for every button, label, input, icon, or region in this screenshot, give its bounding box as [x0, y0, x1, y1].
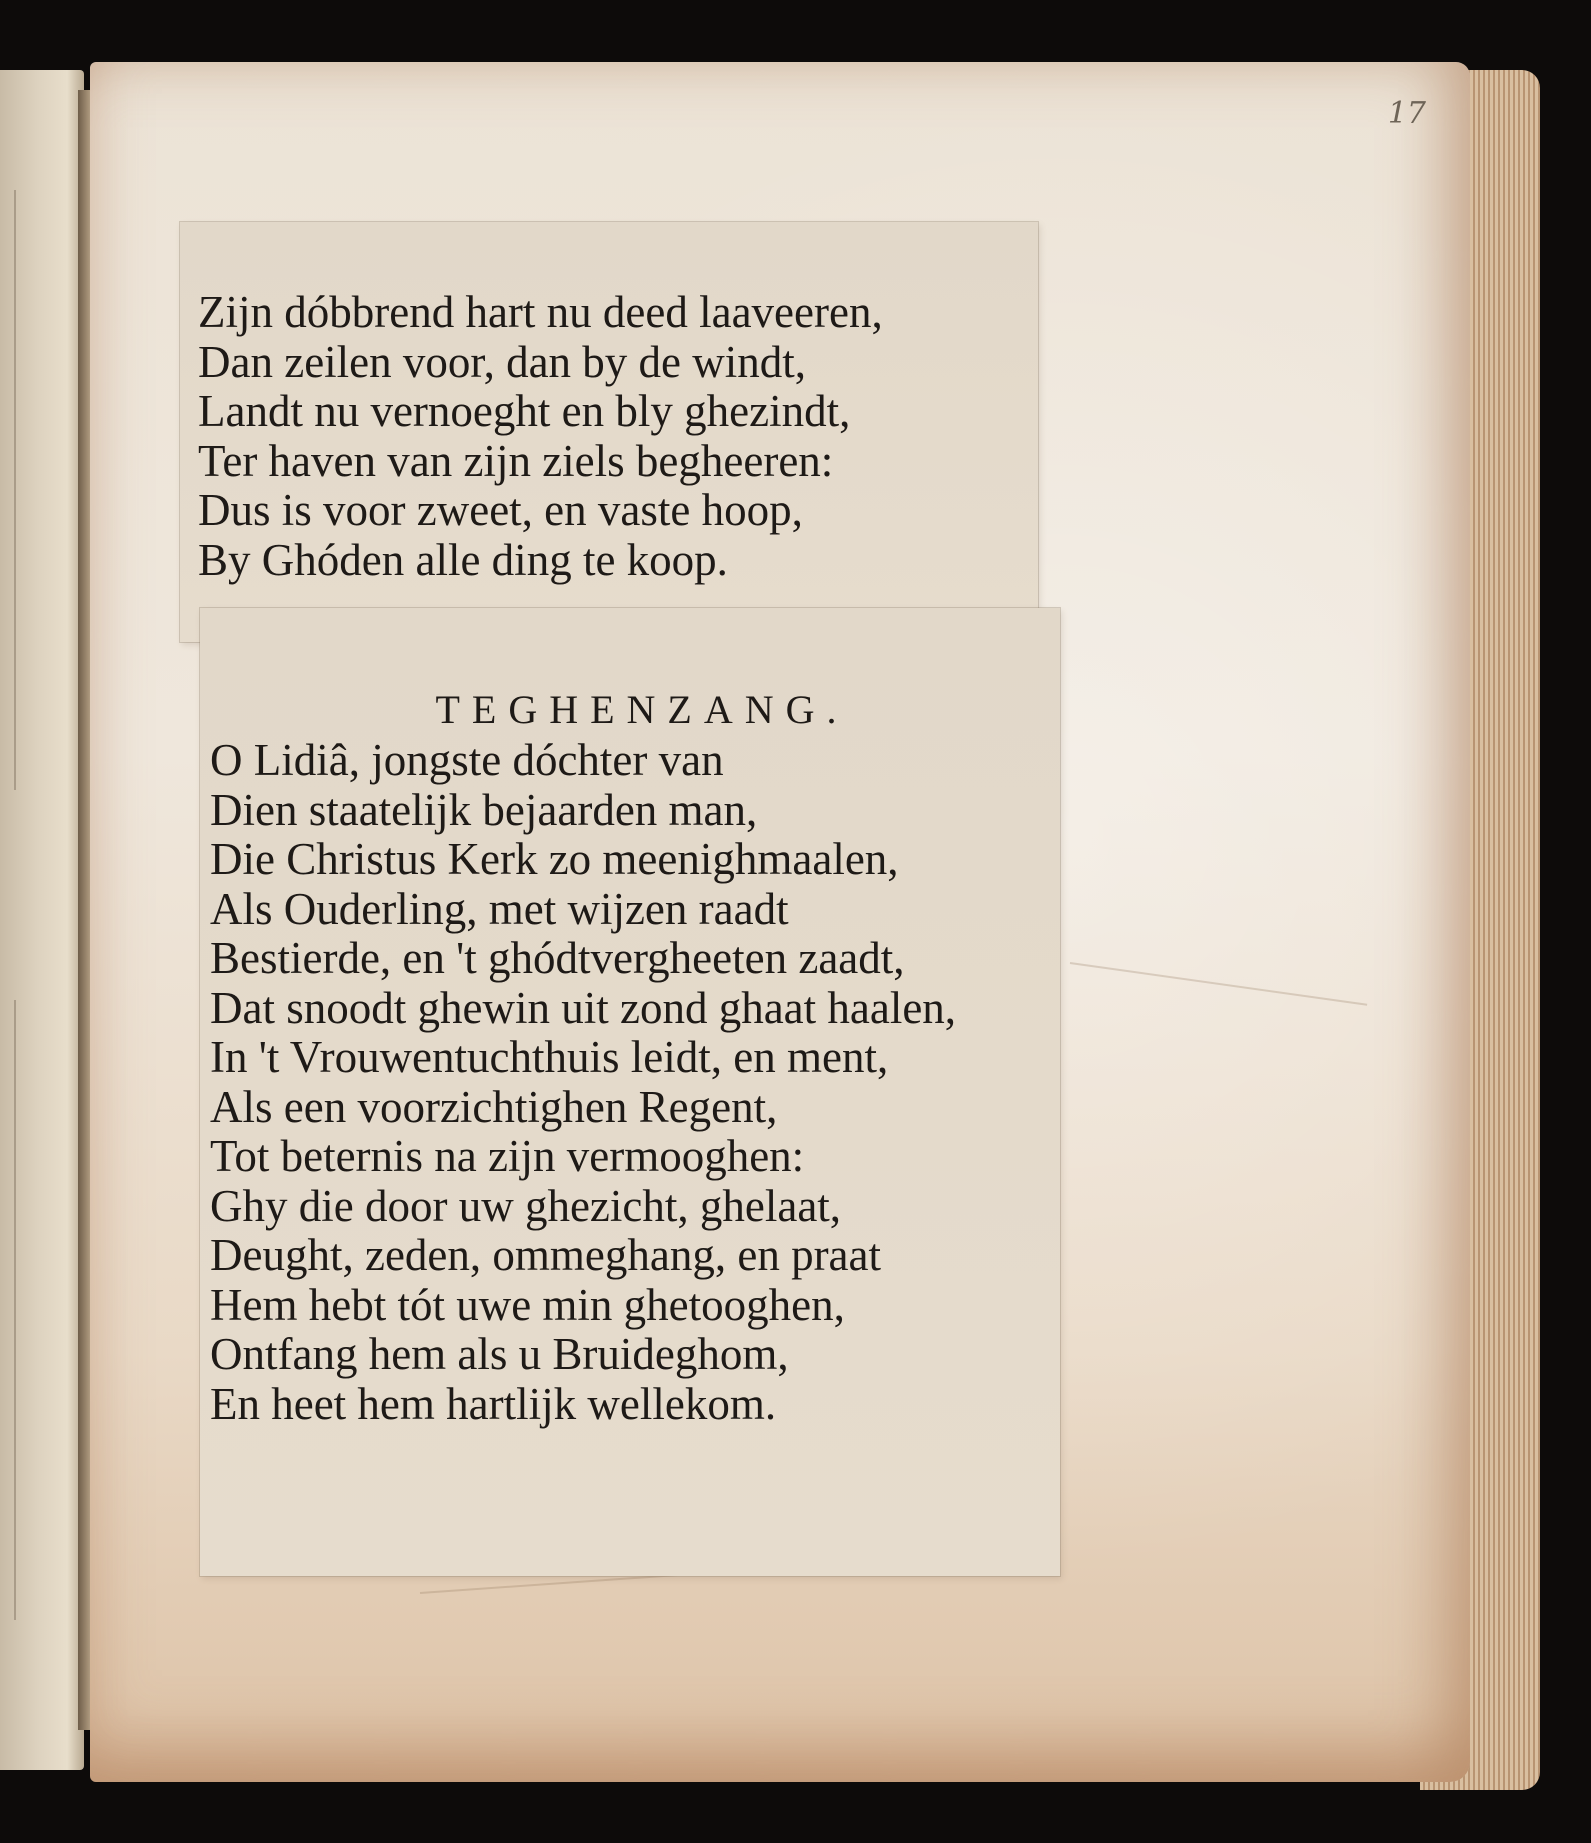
verse-line: Dan zeilen voor, dan by de windt,	[198, 336, 807, 387]
stanza-lines	[198, 288, 883, 585]
left-page-slip-edge	[14, 1000, 16, 1620]
verse-line: Ter haven van zijn ziels begheeren:	[198, 435, 834, 486]
verse-line: Als Ouderling, met wijzen raadt	[210, 883, 789, 934]
verse-line: In 't Vrouwentuchthuis leidt, en ment,	[210, 1032, 889, 1082]
left-page-edge	[0, 70, 84, 1770]
verse-line: En heet hem hartlijk wellekom.	[210, 1378, 777, 1429]
section-heading: TEGHENZANG.	[435, 687, 849, 732]
paper-crease	[1070, 962, 1367, 1006]
verse-line: Dat snoodt ghewin uit zond ghaat haalen,	[210, 982, 957, 1033]
verse-line: Dien staatelijk bejaarden man,	[210, 784, 758, 835]
verse-line: Bestierde, en 't ghódtvergheeten zaadt,	[210, 933, 905, 983]
right-page	[90, 62, 1470, 1782]
verse-line: Ghy die door uw ghezicht, ghelaat,	[210, 1180, 842, 1231]
verse-line: Tot beternis na zijn vermooghen:	[210, 1131, 805, 1181]
verse-line: Zijn dóbbrend hart nu deed laaveeren,	[198, 287, 883, 337]
left-page-slip-edge	[14, 190, 16, 790]
verse-line: Landt nu vernoeght en bly ghezindt,	[198, 386, 851, 436]
verse-line: Hem hebt tót uwe min ghetooghen,	[210, 1279, 845, 1330]
page-number: 17	[1387, 96, 1426, 131]
verse-line: Als een voorzichtighen Regent,	[210, 1081, 778, 1132]
verse-line: Die Christus Kerk zo meenighmaalen,	[210, 834, 899, 884]
verse-line: Ontfang hem als u Bruideghom,	[210, 1329, 789, 1379]
teghenzang-lines	[210, 736, 956, 1429]
pasted-stanza-slip	[180, 222, 1038, 642]
verse-line: Dus is voor zweet, en vaste hoop,	[198, 485, 803, 535]
verse-line: Deught, zeden, ommeghang, en praat	[210, 1230, 882, 1280]
pasted-teghenzang-slip	[200, 608, 1060, 1576]
verse-line: O Lidiâ, jongste dóchter van	[210, 735, 724, 785]
verse-line: By Ghóden alle ding te koop.	[198, 534, 728, 585]
